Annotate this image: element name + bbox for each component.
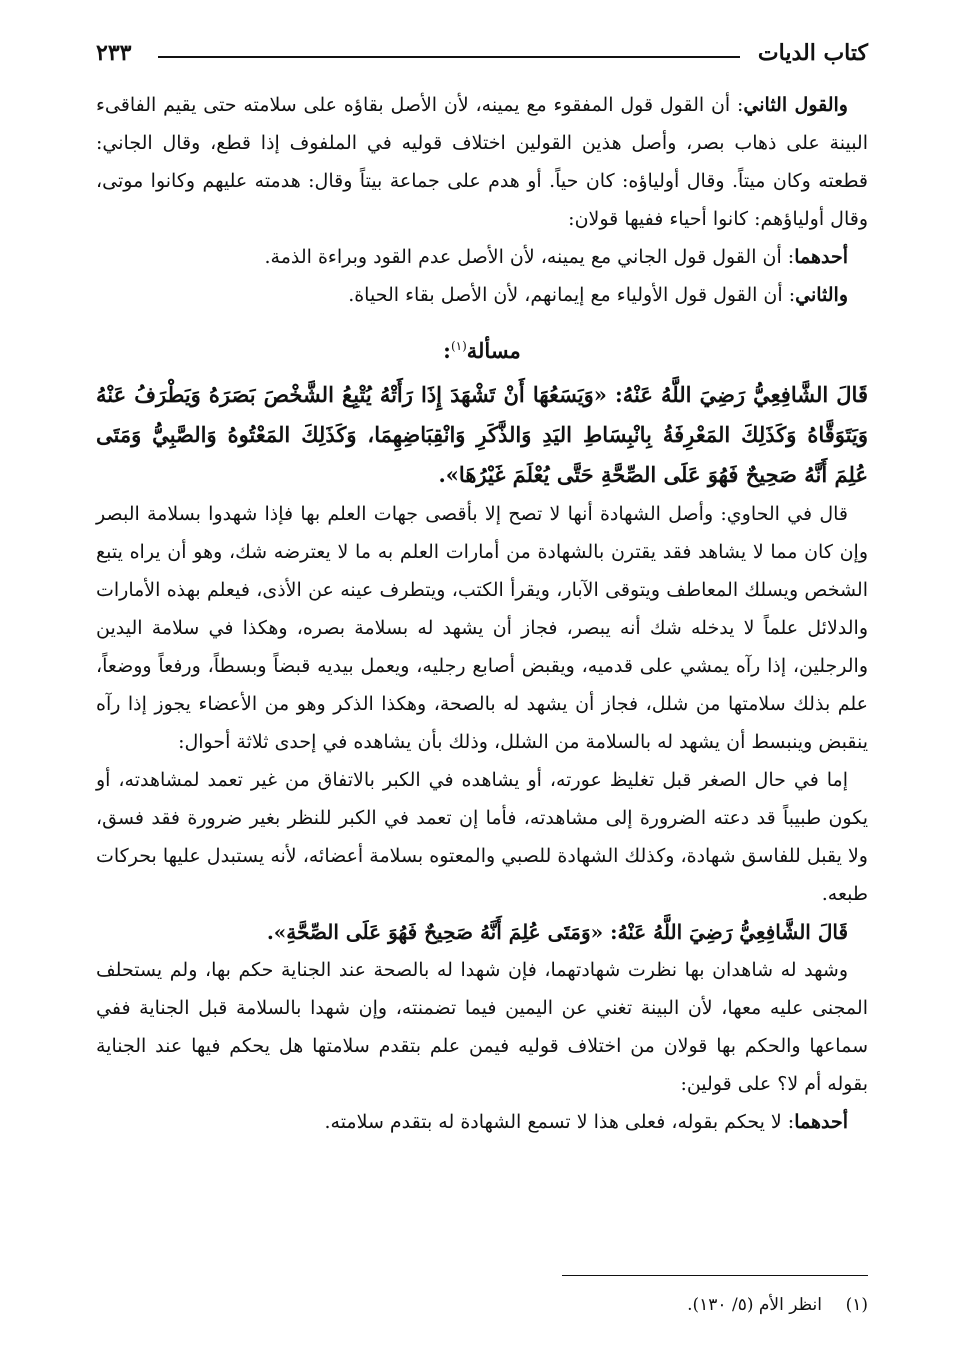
shafii-quote-main: قَالَ الشَّافِعِيُّ رَضِيَ اللَّهُ عَنْهُ: «وَيَسَعُهَا أَنْ تَشْهَدَ إِذَا رَأَتْهُ يُتْبِعُ الشَّخْصَ بَصَرَهُ وَيَطْرَفُ عَنْهُ وَيَتَوَقَّاهُ وَكَذَلِكَ المَعْرِفَةُ بِانْبِسَاطِ اليَدِ وَالذَّكَرِ وَانْقِبَاضِهِمَا، وَكَذَلِكَ المَعْتُوهُ وَالصَّبِيُّ وَمَتَى عُلِمَ أَنَّهُ صَحِيحٌ فَهُوَ عَلَى الصِّحَّةِ حَتَّى يُعْلَمَ غَيْرُهَا». xyxy=(96,382,868,487)
paragraph-text: : لا يحكم بقوله، فعلى هذا لا تسمع الشهادة له بتقدم سلامته. xyxy=(324,1111,795,1133)
paragraph-lead: أحدهما xyxy=(794,1111,848,1133)
footnote-separator xyxy=(96,1275,868,1277)
paragraph-conditions: إما في حال الصغر قبل تغليظ عورته، أو يشاهده في الكبر بالاتفاق من غير تعمد لمشاهدته، أو يكون طبيباً قد دعته الضرورة إلى مشاهدته، فأما إن تعمد في الكبر للنظر بغير ضرورة فقد فسق، ولا يقبل للفاسق شهادة، وكذلك الشهادة للصبي والمعتوه بسلامة أعضائه، لأنه يستبدل عليها بحركات طبعه. xyxy=(96,769,868,905)
body-text xyxy=(96,86,868,1141)
paragraph-second-view xyxy=(96,276,868,314)
paragraph-first-view xyxy=(96,238,868,276)
header-rule xyxy=(158,56,740,58)
page-number: ٢٣٣ xyxy=(96,40,132,66)
footnote-text: انظر الأم (٥/ ١٣٠). xyxy=(687,1295,822,1315)
paragraph-text: : أن القول قول الجاني مع يمينه، لأن الأصل عدم القود وبراءة الذمة. xyxy=(264,246,795,268)
paragraph-hawi: قال في الحاوي: وأصل الشهادة أنها لا تصح إلا بأقصى جهات العلم بها فإذا شهدوا بسلامة البصر وإن كان مما لا يشاهد فقد يقترن بالشهادة من أمارات العلم به ما لا يعترضه شك، وهو أن يراه يتبع الشخص ويسلك المعاطف ويتوقى الآبار، ويقرأ الكتب، ويتطرف عينه عن الأذى، فيعلم بهذه الأمارات والدلائل علماً لا يدخله شك أنه يبصر، فجاز أن يشهد له بسلامة بصره، وهكذا في سلامة اليدين والرجلين، إذا رآه يمشي على قدميه، ويقبض أصابع رجليه، ويعمل بيديه قبضاً وبسطاً، ورفعاً ووضعاً، علم بذلك سلامتها من شلل، فجاز أن يشهد له بالصحة، وهكذا الذكر وهو من الأعضاء يجوز إذا رآه ينقبض وينبسط أن يشهد له بالسلامة من الشلل، وذلك بأن يشاهده في إحدى ثلاثة أحوال: xyxy=(96,503,869,753)
footnote-reference[interactable]: (١) xyxy=(450,339,467,353)
page-header xyxy=(96,36,868,76)
footnote-marker: (١) xyxy=(845,1295,868,1315)
paragraph-text: : أن القول قول المفقوء مع يمينه، لأن الأصل بقاؤه على سلامته حتى يقيم الفاقىء البينة على ذهاب بصر، وأصل هذين القولين اختلاف قوليه في الملفوف إذا قطع، وقال الجاني: قطعته وكان ميتاً. وقال أولياؤه: كان حياً. أو هدم على جماعة بيتاً وقال: هدمته عليهم وكانوا موتى، وقال أولياؤهم: كانوا أحياء ففيها قولان: xyxy=(96,94,868,230)
footnote xyxy=(96,1291,868,1319)
book-title: كتاب الديات xyxy=(757,40,868,66)
paragraph-witnesses: وشهد له شاهدان بها نظرت شهادتهما، فإن شهدا له بالصحة عند الجناية حكم بها، ولم يستحلف المجنى عليه معها، لأن البينة تغني عن اليمين فيما تضمنته، وإن شهدا بالسلامة قبل الجناية ففي سماعها والحكم بها قولان من اختلاف قوليه فيمن علم بتقدم سلامتها هل يحكم فيها عند الجناية بقوله أم لا؟ على قولين: xyxy=(96,959,868,1095)
paragraph-first-of-two xyxy=(96,1103,868,1141)
paragraph-lead: أحدهما xyxy=(794,246,848,268)
paragraph-lead: والثاني xyxy=(795,284,848,306)
shafii-quote-second: قَالَ الشَّافِعِيُّ رَضِيَ اللَّهُ عَنْهُ: «وَمَتَى عُلِمَ أَنَّهُ صَحِيحٌ فَهُوَ عَلَى الصِّحَّةِ». xyxy=(266,920,848,944)
section-heading-text: مسألة xyxy=(466,338,521,363)
section-heading xyxy=(96,324,868,373)
paragraph-text: : أن القول قول الأولياء مع إيمانهم، لأن الأصل بقاء الحياة. xyxy=(348,284,796,306)
paragraph-second-opinion xyxy=(96,86,868,238)
section-heading-suffix: : xyxy=(443,338,451,363)
paragraph-lead: والقول الثاني xyxy=(743,94,848,116)
